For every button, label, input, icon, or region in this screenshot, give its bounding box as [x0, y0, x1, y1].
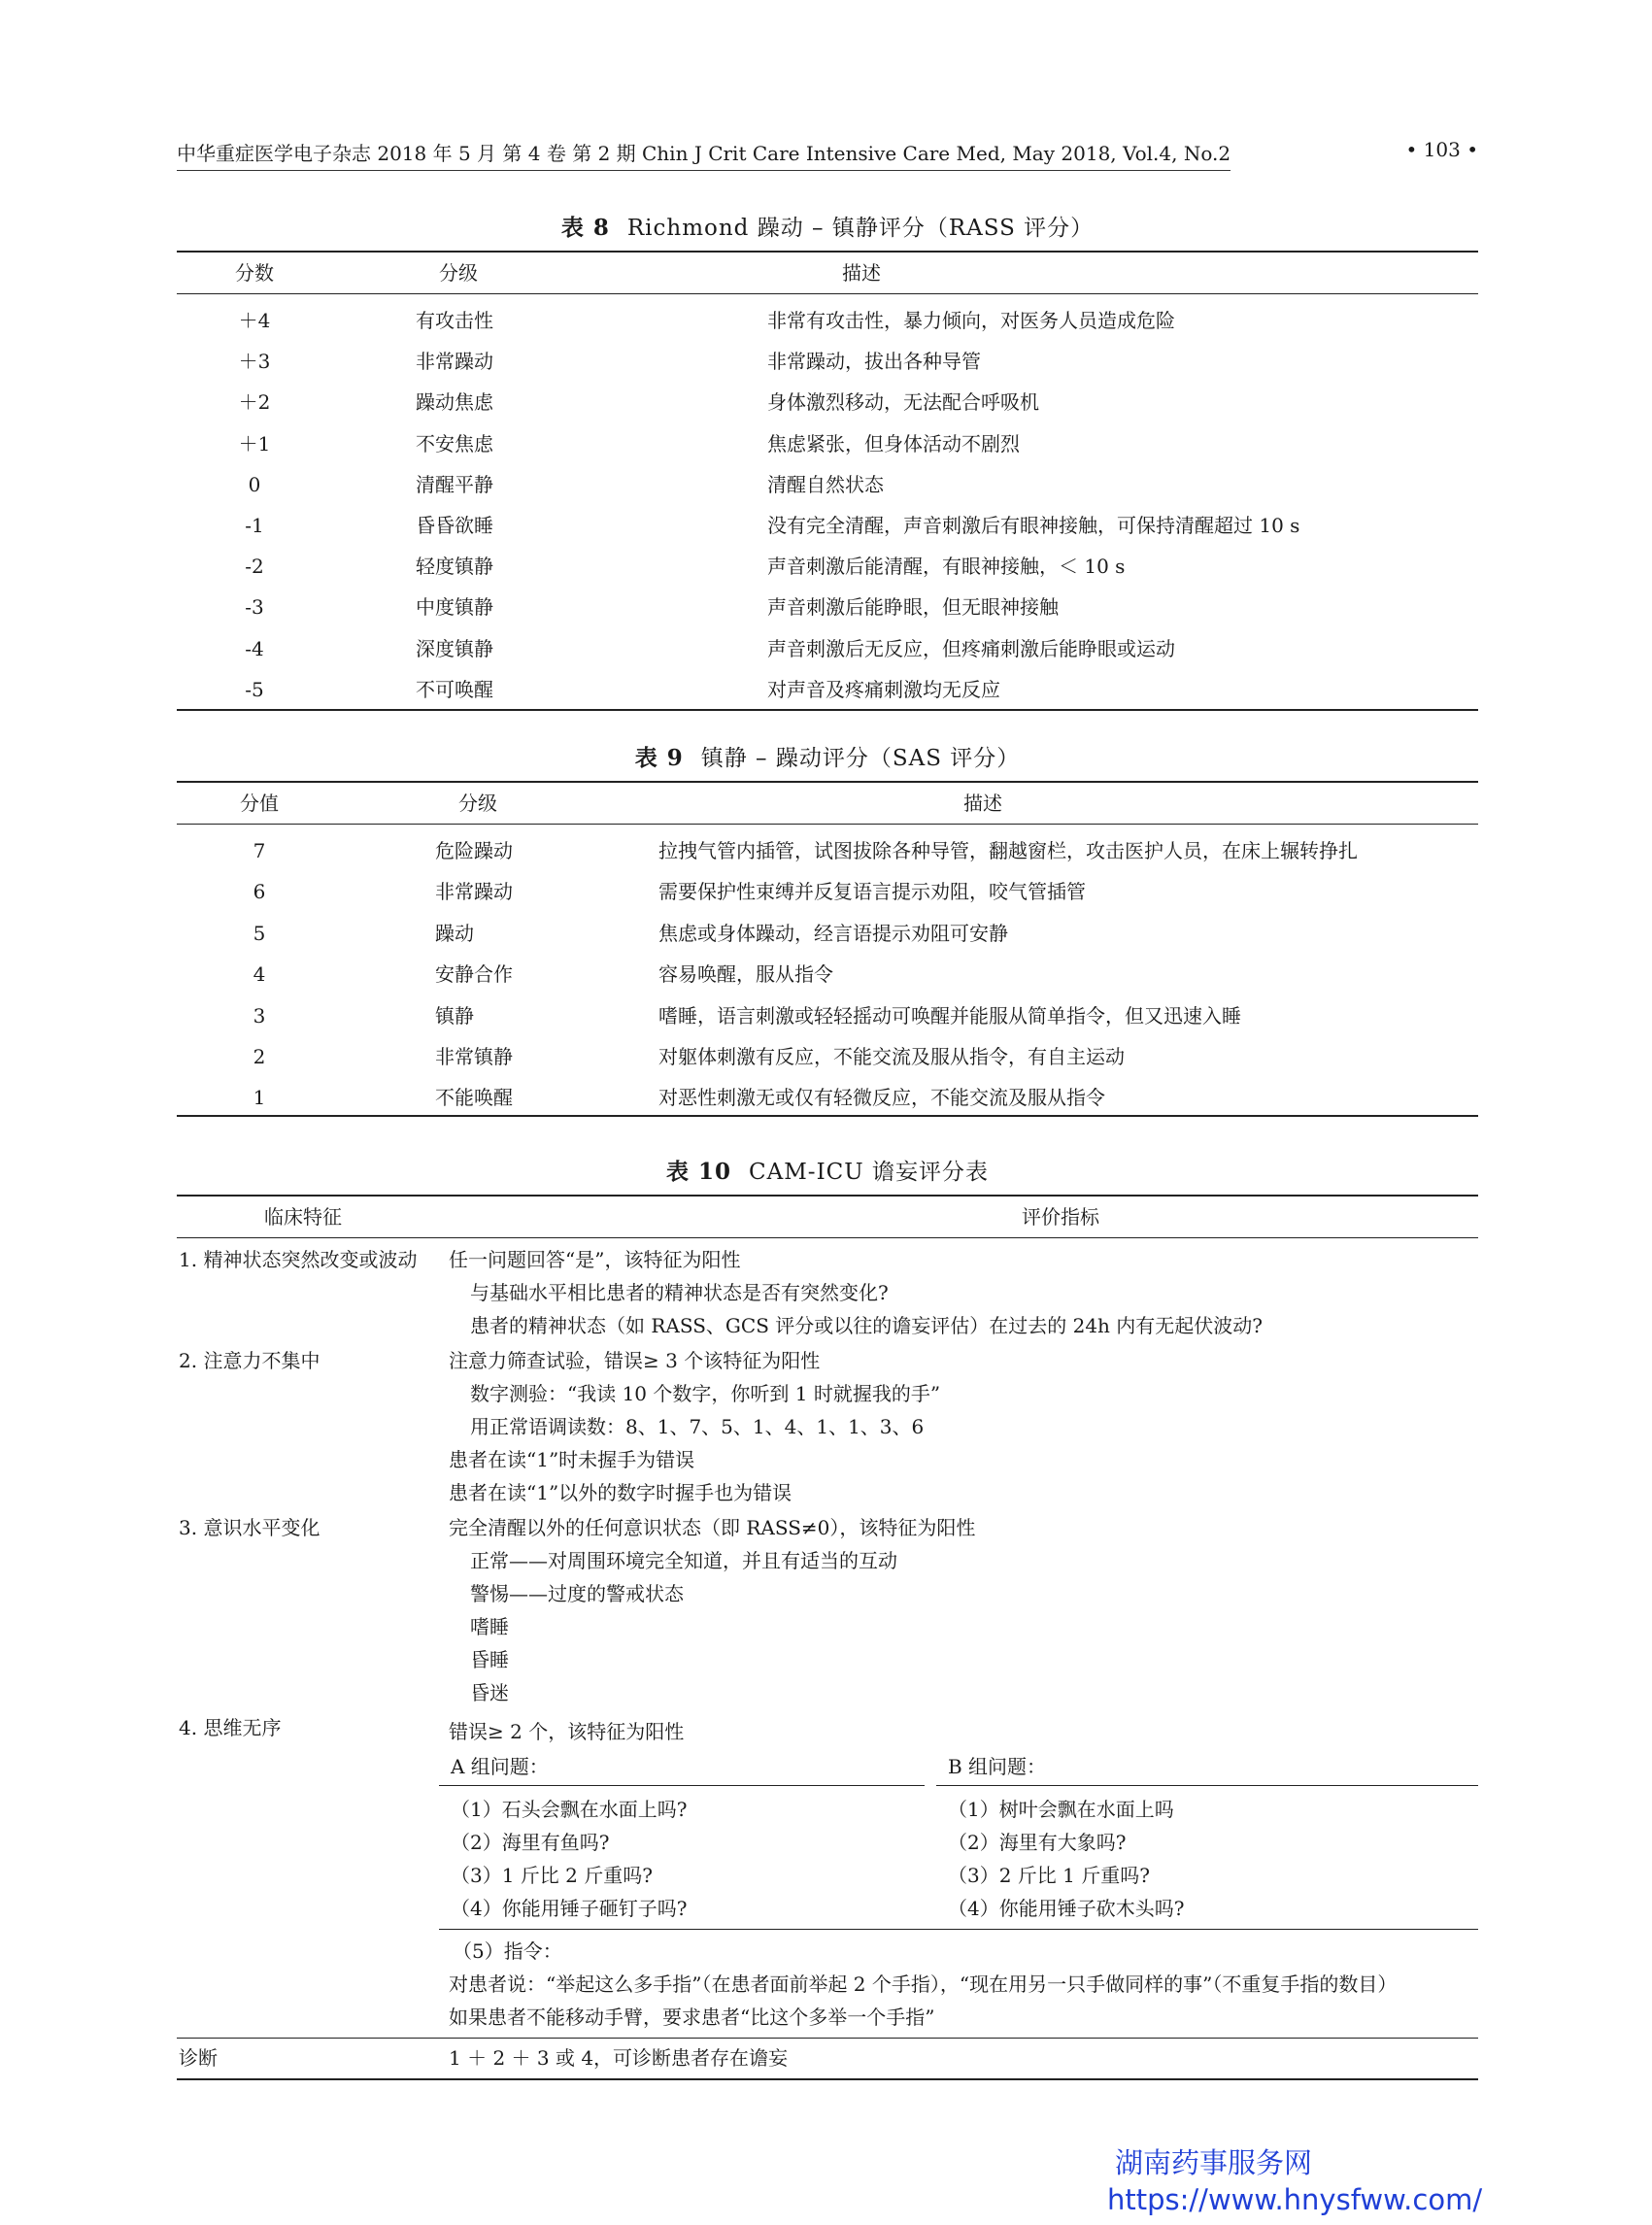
- description-cell: 对躯体刺激有反应，不能交流及服从指令，有自主运动: [658, 1045, 1125, 1068]
- group-b-question: （4）你能用锤子砍木头吗?: [948, 1897, 1185, 1920]
- level-cell: 危险躁动: [435, 839, 513, 862]
- level-cell: 清醒平静: [416, 472, 493, 496]
- score-cell: ＋4: [238, 309, 271, 332]
- table10-bottom-rule: [177, 2078, 1478, 2080]
- table-row: [177, 505, 1478, 546]
- level-cell: 不能唤醒: [435, 1086, 513, 1110]
- table10-header-row: [177, 1197, 1478, 1237]
- level-cell: 深度镇静: [416, 636, 493, 660]
- diagnosis-label: 诊断: [179, 2046, 218, 2070]
- table8-header-level: 分级: [439, 261, 478, 285]
- level-cell: 非常镇静: [435, 1045, 513, 1068]
- table8-title: [177, 210, 1478, 242]
- description-cell: 对声音及疼痛刺激均无反应: [767, 677, 1000, 701]
- table8-header-rule: [177, 293, 1478, 294]
- feature-3-line: 昏迷: [470, 1681, 509, 1704]
- feature-1-name: 1. 精神状态突然改变或波动: [179, 1248, 418, 1271]
- feature-2-name: 2. 注意力不集中: [179, 1349, 320, 1372]
- description-cell: 声音刺激后能清醒，有眼神接触，＜ 10 s: [767, 555, 1126, 579]
- score-cell: 4: [253, 962, 266, 987]
- description-cell: 非常躁动，拔出各种导管: [767, 350, 981, 374]
- group-a-heading: A 组问题：: [451, 1755, 549, 1778]
- feature-3-line: 正常——对周围环境完全知道，并且有适当的互动: [470, 1549, 897, 1572]
- level-cell: 中度镇静: [416, 595, 493, 620]
- group-bottom-rule: [439, 1929, 1478, 1930]
- group-a-rule: [439, 1785, 925, 1786]
- table-row: [177, 300, 1478, 341]
- score-cell: 7: [253, 839, 266, 862]
- description-cell: 清醒自然状态: [767, 472, 884, 496]
- score-cell: -4: [245, 636, 264, 660]
- table8-header-score: 分数: [235, 261, 274, 285]
- table10-label: 表 10: [666, 1159, 732, 1185]
- page-number: • 103 •: [1405, 138, 1478, 161]
- feature-3-line: 昏睡: [470, 1648, 509, 1671]
- description-cell: 没有完全清醒，声音刺激后有眼神接触，可保持清醒超过 10 s: [767, 514, 1300, 537]
- table-row: [177, 1036, 1478, 1077]
- feature-3-line: 警惕——过度的警戒状态: [470, 1582, 684, 1605]
- score-cell: ＋1: [238, 431, 271, 455]
- table9: [177, 781, 1478, 1117]
- table9-header-row: [177, 783, 1478, 824]
- feature-2-line: 注意力筛查试验，错误≥ 3 个该特征为阳性: [449, 1349, 821, 1372]
- watermark: [1107, 2144, 1515, 2218]
- table8-caption: Richmond 躁动 – 镇静评分（RASS 评分）: [626, 216, 1095, 241]
- table8-header-desc: 描述: [842, 261, 881, 285]
- group-b-heading: B 组问题：: [948, 1755, 1047, 1778]
- score-cell: ＋2: [238, 390, 271, 415]
- feature-1-line: 任一问题回答“是”，该特征为阳性: [449, 1248, 741, 1271]
- table10-header-feature: 临床特征: [264, 1205, 342, 1229]
- table8-header-row: [177, 253, 1478, 293]
- table-row: [177, 995, 1478, 1036]
- level-cell: 有攻击性: [416, 309, 493, 332]
- level-cell: 镇静: [435, 1003, 474, 1028]
- table-row: [177, 464, 1478, 505]
- group-b-question: （2）海里有大象吗?: [948, 1831, 1127, 1854]
- score-cell: 1: [253, 1086, 266, 1110]
- score-cell: 6: [253, 880, 266, 904]
- table-row: [177, 341, 1478, 382]
- table10: [177, 1195, 1478, 2069]
- group-b-question: （3）2 斤比 1 斤重吗?: [948, 1864, 1150, 1887]
- table8-label: 表 8: [560, 215, 610, 241]
- level-cell: 躁动: [435, 921, 474, 945]
- group-a-question: （1）石头会飘在水面上吗?: [451, 1798, 688, 1821]
- feature-2-line: 患者在读“1”时未握手为错误: [449, 1448, 695, 1471]
- feature-4-name: 4. 思维无序: [179, 1716, 282, 1739]
- table10-header-rule: [177, 1237, 1478, 1238]
- table8-bottom-rule: [177, 709, 1478, 711]
- diagnosis-rule: [177, 2038, 1478, 2039]
- table9-label: 表 9: [634, 745, 684, 771]
- command-line: 如果患者不能移动手臂，要求患者“比这个多举一个手指”: [449, 2006, 935, 2029]
- table-row: [177, 546, 1478, 587]
- description-cell: 拉拽气管内插管，试图拔除各种导管，翻越窗栏，攻击医护人员，在床上辗转挣扎: [658, 839, 1358, 862]
- table10-caption: CAM-ICU 谵妄评分表: [749, 1160, 989, 1185]
- table9-caption: 镇静 – 躁动评分（SAS 评分）: [700, 746, 1021, 771]
- table10-title: [177, 1154, 1478, 1186]
- watermark-url[interactable]: https://www.hnysfww.com/: [1107, 2183, 1483, 2216]
- description-cell: 声音刺激后无反应，但疼痛刺激后能睁眼或运动: [767, 636, 1175, 660]
- table9-header-rule: [177, 824, 1478, 825]
- table-row: [177, 669, 1478, 710]
- table-row: [177, 954, 1478, 995]
- table-row: [177, 382, 1478, 422]
- table-row: [177, 628, 1478, 669]
- group-b-question: （1）树叶会飘在水面上吗: [948, 1798, 1174, 1821]
- score-cell: ＋3: [238, 350, 271, 374]
- table-row: [177, 587, 1478, 627]
- feature-2-line: 患者在读“1”以外的数字时握手也为错误: [449, 1481, 792, 1504]
- score-cell: -3: [245, 595, 264, 620]
- description-cell: 对恶性刺激无或仅有轻微反应，不能交流及服从指令: [658, 1086, 1105, 1110]
- score-cell: 2: [253, 1045, 266, 1068]
- group-a-question: （4）你能用锤子砸钉子吗?: [451, 1897, 688, 1920]
- level-cell: 不安焦虑: [416, 431, 493, 455]
- description-cell: 非常有攻击性，暴力倾向，对医务人员造成危险: [767, 309, 1175, 332]
- feature-3-line: 嗜睡: [470, 1615, 509, 1638]
- level-cell: 安静合作: [435, 962, 513, 987]
- level-cell: 轻度镇静: [416, 555, 493, 579]
- feature-1-line: 患者的精神状态（如 RASS、GCS 评分或以往的谵妄评估）在过去的 24h 内有无起伏波动?: [470, 1314, 1264, 1337]
- feature-3-name: 3. 意识水平变化: [179, 1516, 320, 1539]
- group-b-rule: [936, 1785, 1478, 1786]
- page-header: [177, 138, 1478, 169]
- feature-3-line: 完全清醒以外的任何意识状态（即 RASS≠0），该特征为阳性: [449, 1516, 976, 1539]
- table9-header-score: 分值: [240, 792, 279, 815]
- group-a-question: （2）海里有鱼吗?: [451, 1831, 610, 1854]
- description-cell: 容易唤醒，服从指令: [658, 962, 833, 987]
- table9-header-level: 分级: [458, 792, 497, 815]
- table9-header-desc: 描述: [963, 792, 1002, 815]
- feature-2-line: 数字测验：“我读 10 个数字，你听到 1 时就握我的手”: [470, 1382, 941, 1405]
- command-heading: （5）指令：: [453, 1939, 562, 1963]
- level-cell: 不可唤醒: [416, 677, 493, 701]
- description-cell: 焦虑紧张，但身体活动不剧烈: [767, 431, 1020, 455]
- description-cell: 身体激烈移动，无法配合呼吸机: [767, 390, 1039, 415]
- feature-1-line: 与基础水平相比患者的精神状态是否有突然变化?: [470, 1281, 889, 1304]
- description-cell: 焦虑或身体躁动，经言语提示劝阻可安静: [658, 921, 1008, 945]
- table9-title: [177, 740, 1478, 772]
- score-cell: -2: [245, 555, 264, 579]
- table-row: [177, 913, 1478, 954]
- table-row: [177, 830, 1478, 871]
- feature-2-line: 用正常语调读数：8、1、7、5、1、4、1、1、3、6: [470, 1415, 925, 1438]
- journal-citation: 中华重症医学电子杂志 2018 年 5 月 第 4 卷 第 2 期 Chin J Crit Care Intensive Care Med, May 2018, Vol.4, No.2: [177, 138, 1231, 171]
- feature-4-intro: 错误≥ 2 个，该特征为阳性: [449, 1720, 685, 1743]
- diagnosis-text: 1 ＋ 2 ＋ 3 或 4，可诊断患者存在谵妄: [449, 2046, 789, 2070]
- watermark-site-name: 湖南药事服务网: [1115, 2146, 1313, 2179]
- level-cell: 躁动焦虑: [416, 390, 493, 415]
- score-cell: 3: [253, 1003, 266, 1028]
- table10-header-criteria: 评价指标: [1022, 1205, 1099, 1229]
- description-cell: 需要保护性束缚并反复语言提示劝阻，咬气管插管: [658, 880, 1086, 904]
- description-cell: 声音刺激后能睁眼，但无眼神接触: [767, 595, 1059, 620]
- table-row: [177, 871, 1478, 912]
- level-cell: 非常躁动: [416, 350, 493, 374]
- score-cell: 5: [253, 921, 266, 945]
- score-cell: -5: [245, 677, 264, 701]
- table8: [177, 251, 1478, 711]
- command-line: 对患者说：“举起这么多手指”（在患者面前举起 2 个手指），“现在用另一只手做同样的事”（不重复手指的数目）: [449, 1972, 1398, 1996]
- level-cell: 昏昏欲睡: [416, 514, 493, 537]
- description-cell: 嗜睡，语言刺激或轻轻摇动可唤醒并能服从简单指令，但又迅速入睡: [658, 1003, 1241, 1028]
- table9-bottom-rule: [177, 1115, 1478, 1117]
- group-a-question: （3）1 斤比 2 斤重吗?: [451, 1864, 653, 1887]
- level-cell: 非常躁动: [435, 880, 513, 904]
- score-cell: -1: [245, 514, 264, 537]
- score-cell: 0: [248, 472, 261, 496]
- table-row: [177, 423, 1478, 464]
- table-row: [177, 1077, 1478, 1118]
